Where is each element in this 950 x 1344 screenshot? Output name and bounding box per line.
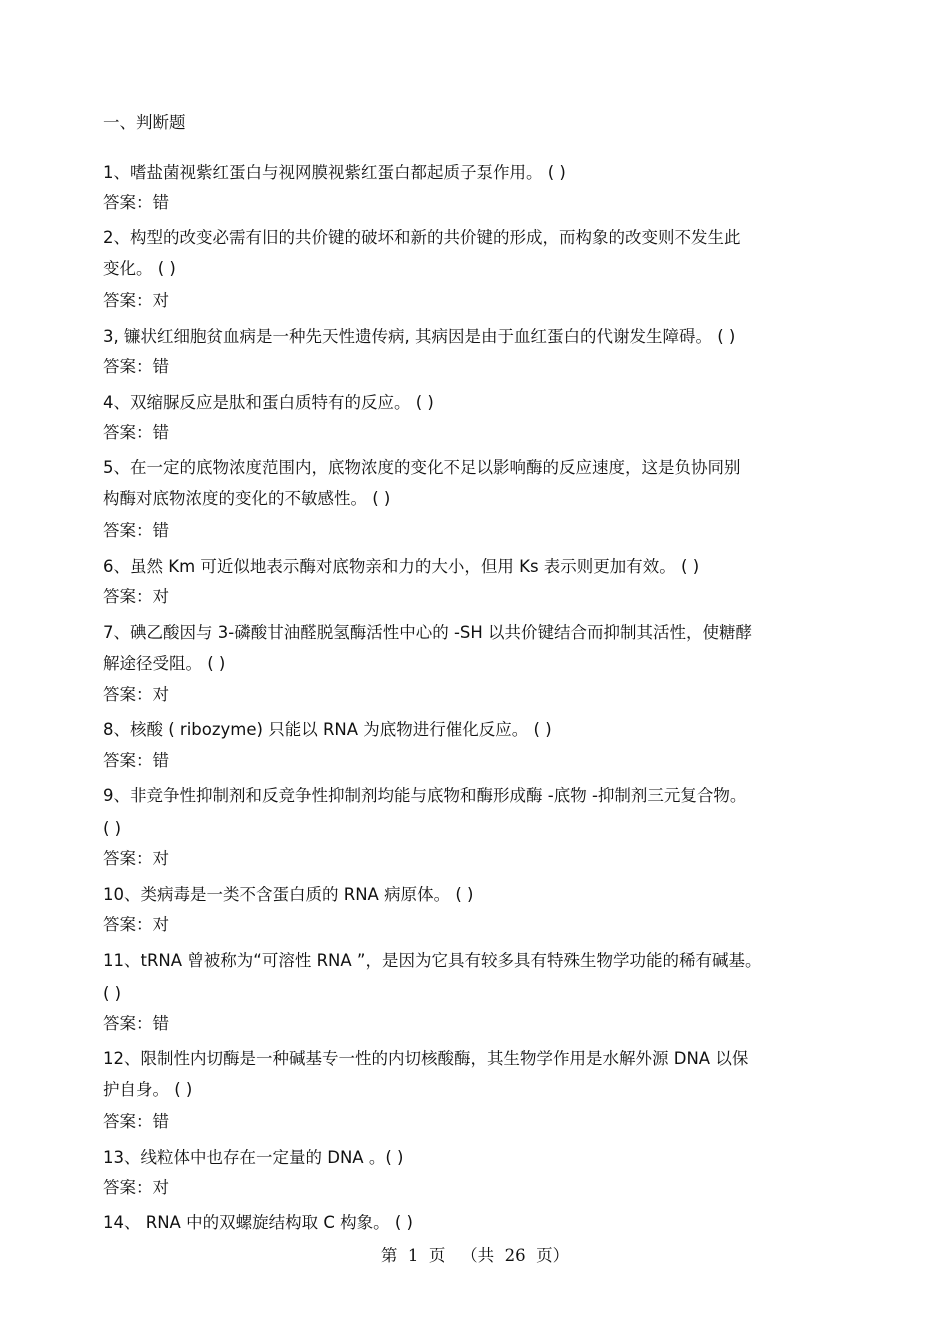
question-5-line-1: 5、在一定的底物浓度范围内，底物浓度的变化不足以影响酶的反应速度，这是负协同别 [103, 458, 741, 477]
question-3-line-1: 3, 镰状红细胞贫血病是一种先天性遗传病, 其病因是由于血红蛋白的代谢发生障碍。 ( ) [103, 327, 736, 346]
question-13-line-1: 13、线粒体中也存在一定量的 DNA 。( ) [103, 1148, 404, 1167]
question-10-answer: 答案：对 [103, 915, 169, 934]
question-7-line-1: 7、碘乙酸因与 3-磷酸甘油醛脱氢酶活性中心的 -SH 以共价键结合而抑制其活性，使糖酵 [103, 623, 753, 642]
question-12-answer: 答案：错 [103, 1112, 169, 1131]
question-4-answer: 答案：错 [103, 423, 169, 442]
question-7-answer: 答案：对 [103, 685, 169, 704]
question-2-line-1: 2、构型的改变必需有旧的共价键的破坏和新的共价键的形成，而构象的改变则不发生此 [103, 228, 741, 247]
question-11-line-1: 11、tRNA 曾被称为“可溶性 RNA ”，是因为它具有较多具有特殊生物学功能的稀有碱基。 [103, 951, 762, 970]
page-footer: 第 1 页 （共 26 页） [380, 1246, 570, 1265]
question-11-line-2: ( ) [103, 984, 122, 1003]
question-7-line-2: 解途径受阻。 ( ) [103, 654, 226, 673]
question-6-answer: 答案：对 [103, 587, 169, 606]
question-8-answer: 答案：错 [103, 751, 169, 770]
question-1-answer: 答案：错 [103, 193, 169, 212]
question-3-answer: 答案：错 [103, 357, 169, 376]
question-12-line-1: 12、限制性内切酶是一种碱基专一性的内切核酸酶，其生物学作用是水解外源 DNA 以保 [103, 1049, 749, 1068]
question-1-line-1: 1、嗜盐菌视紫红蛋白与视网膜视紫红蛋白都起质子泵作用。 ( ) [103, 163, 566, 182]
question-2-line-2: 变化。 ( ) [103, 259, 176, 278]
question-2-answer: 答案：对 [103, 291, 169, 310]
question-11-answer: 答案：错 [103, 1014, 169, 1033]
question-12-line-2: 护自身。 ( ) [103, 1080, 193, 1099]
question-9-answer: 答案：对 [103, 849, 169, 868]
question-5-answer: 答案：错 [103, 521, 169, 540]
question-6-line-1: 6、虽然 Km 可近似地表示酶对底物亲和力的大小，但用 Ks 表示则更加有效。 ( ) [103, 557, 700, 576]
question-14-line-1: 14、 RNA 中的双螺旋结构取 C 构象。 ( ) [103, 1213, 413, 1232]
question-13-answer: 答案：对 [103, 1178, 169, 1197]
section-title: 一、判断题 [103, 113, 186, 132]
question-5-line-2: 构酶对底物浓度的变化的不敏感性。 ( ) [103, 489, 391, 508]
question-4-line-1: 4、双缩脲反应是肽和蛋白质特有的反应。 ( ) [103, 393, 434, 412]
question-10-line-1: 10、类病毒是一类不含蛋白质的 RNA 病原体。 ( ) [103, 885, 474, 904]
question-9-line-2: ( ) [103, 819, 122, 838]
question-8-line-1: 8、核酸 ( ribozyme) 只能以 RNA 为底物进行催化反应。 ( ) [103, 720, 552, 739]
question-9-line-1: 9、非竞争性抑制剂和反竞争性抑制剂均能与底物和酶形成酶 -底物 -抑制剂三元复合物。 [103, 786, 747, 805]
